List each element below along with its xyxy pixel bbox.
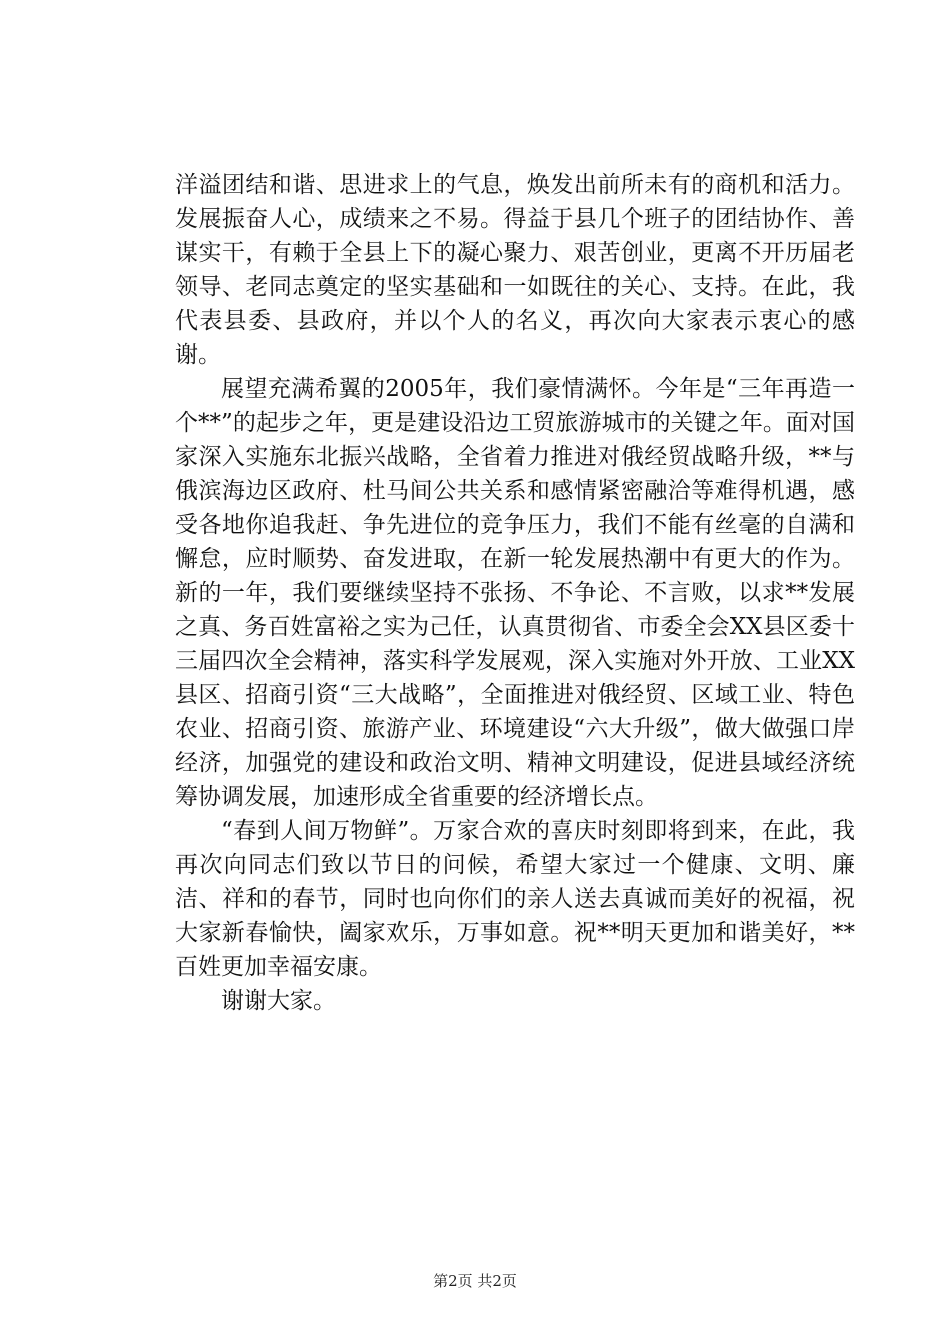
paragraph-thanks: 谢谢大家。 [221,988,336,1014]
paragraph-continuation: 洋溢团结和谐、思进求上的气息，焕发出前所未有的商机和活力。发展振奋人心，成绩来之不易。得益于县几个班子的团结协作、善谋实干，有赖于全县上下的凝心聚力、艰苦创业，更离不开历届老领导、老同志奠定的坚实基础和一如既往的关心、支持。在此，我代表县委、县政府，并以个人的名义，再次向大家表示衷心的感谢。 [175,172,855,368]
paragraph-greeting: “春到人间万物鲜”。万家合欢的喜庆时刻即将到来，在此，我再次向同志们致以节日的问候，希望大家过一个健康、文明、廉洁、祥和的春节，同时也向你们的亲人送去真诚而美好的祝福，祝大家新春愉快，阖家欢乐，万事如意。祝**明天更加和谐美好，**百姓更加幸福安康。 [175,818,855,980]
document-body [175,168,855,1018]
page-number-footer: 第2页 共2页 [433,1272,517,1290]
paragraph-outlook: 展望充满希翼的2005年，我们豪情满怀。今年是“三年再造一个**”的起步之年，更是建设沿边工贸旅游城市的关键之年。面对国家深入实施东北振兴战略，全省着力推进对俄经贸战略升级，**与俄滨海边区政府、杜马间公共关系和感情紧密融洽等难得机遇，感受各地你追我赶、争先进位的竞争压力，我们不能有丝毫的自满和懈怠，应时顺势、奋发进取，在新一轮发展热潮中有更大的作为。新的一年，我们要继续坚持不张扬、不争论、不言败，以求**发展之真、务百姓富裕之实为己任，认真贯彻省、市委全会XX县区委十三届四次全会精神，落实科学发展观，深入实施对外开放、工业XX县区、招商引资“三大战略”，全面推进对俄经贸、区域工业、特色农业、招商引资、旅游产业、环境建设“六大升级”，做大做强口岸经济，加强党的建设和政治文明、精神文明建设，促进县域经济统筹协调发展，加速形成全省重要的经济增长点。 [175,376,855,810]
